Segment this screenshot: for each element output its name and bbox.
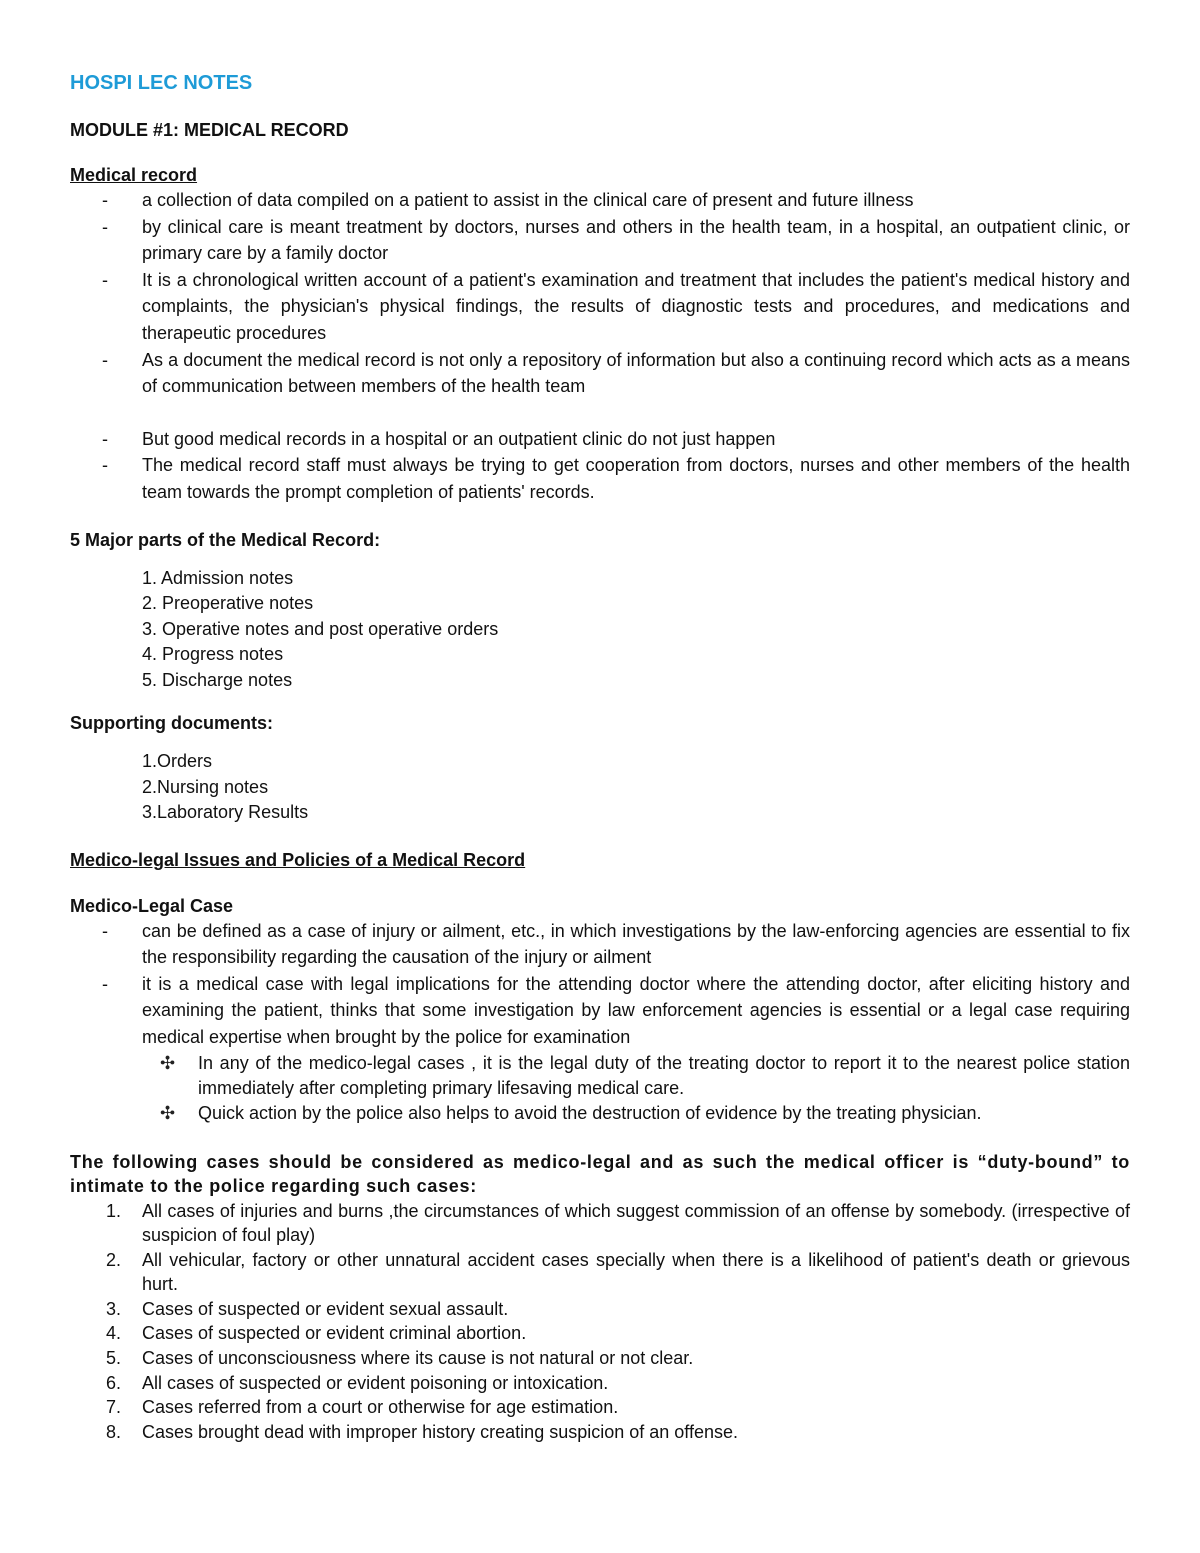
- list-item: 6. All cases of suspected or evident poisoning or intoxication.: [106, 1372, 609, 1393]
- supporting-documents-list: [70, 749, 1130, 826]
- medico-legal-case-list: [70, 918, 1130, 1051]
- list-item: 8. Cases brought dead with improper history creating suspicion of an offense.: [106, 1421, 739, 1442]
- medical-record-list: [70, 187, 1130, 400]
- list-item: - by clinical care is meant treatment by doctors, nurses and others in the health team, in a hospital, an outpatient clinic, or primary care by a family doctor: [70, 214, 1130, 267]
- list-item: 1. Admission notes: [142, 567, 294, 588]
- diamond-bullet-icon: ✣: [160, 1052, 176, 1073]
- list-item: 1.Orders: [142, 751, 213, 772]
- list-item: ✣ In any of the medico-legal cases , it is the legal duty of the treating doctor to report it to the nearest police station immediately after completing primary lifesaving medical care.: [160, 1052, 1130, 1098]
- list-item: 1. All cases of injuries and burns ,the circumstances of which suggest commission of an offense by somebody. (irrespective of suspicion of foul play): [106, 1200, 1130, 1246]
- list-item: - can be defined as a case of injury or ailment, etc., in which investigations by the law-enforcing agencies are essential to fix the responsibility regarding the causation of the injury or ailment: [70, 918, 1130, 971]
- dash-marker: -: [102, 269, 108, 290]
- major-parts-heading: 5 Major parts of the Medical Record:: [70, 529, 381, 550]
- list-item: ✣ Quick action by the police also helps to avoid the destruction of evidence by the treating physician.: [70, 1101, 1130, 1126]
- list-item: - But good medical records in a hospital or an outpatient clinic do not just happen: [70, 426, 1130, 453]
- list-item: 7. Cases referred from a court or otherwise for age estimation.: [106, 1397, 619, 1418]
- following-cases-list: [70, 1199, 1130, 1445]
- list-item: - a collection of data compiled on a patient to assist in the clinical care of present and future illness: [70, 187, 1130, 214]
- dash-marker: -: [102, 920, 108, 941]
- following-cases-intro: The following cases should be considered as medico-legal and as such the medical officer is “duty-bound” to intimate to the police regarding such cases:: [70, 1151, 1130, 1196]
- dash-marker: -: [102, 455, 108, 476]
- medical-record-heading: Medical record: [70, 165, 198, 185]
- list-item: 5. Cases of unconsciousness where its cause is not natural or not clear.: [106, 1348, 694, 1369]
- list-item: - It is a chronological written account of a patient's examination and treatment that includes the patient's medical history and complaints, the physician's physical findings, the results of diagnostic tests and procedures, and medications and therapeutic procedures: [70, 267, 1130, 347]
- list-item: 3.Laboratory Results: [142, 802, 309, 823]
- list-item: 2. Preoperative notes: [142, 593, 314, 614]
- module-title: MODULE #1: MEDICAL RECORD: [70, 120, 349, 140]
- list-item: 3. Operative notes and post operative orders: [142, 618, 499, 639]
- list-item: 4. Cases of suspected or evident criminal abortion.: [106, 1323, 527, 1344]
- medico-legal-case-heading: Medico-Legal Case: [70, 895, 234, 916]
- list-item: 2.Nursing notes: [142, 776, 269, 797]
- supporting-documents-heading: Supporting documents:: [70, 713, 273, 734]
- medico-legal-subpoints: [70, 1051, 1130, 1126]
- list-item: 4. Progress notes: [142, 644, 284, 665]
- list-item: - The medical record staff must always be trying to get cooperation from doctors, nurses and other members of the health team towards the prompt completion of patients' records.: [70, 452, 1130, 505]
- dash-marker: -: [102, 190, 108, 210]
- list-item: 3. Cases of suspected or evident sexual assault.: [106, 1298, 509, 1319]
- spacer: [70, 400, 1130, 426]
- medico-legal-issues-heading: Medico-legal Issues and Policies of a Medical Record: [70, 849, 526, 870]
- dash-marker: -: [102, 428, 108, 449]
- major-parts-list: [70, 566, 1130, 694]
- medical-record-list-2: [70, 426, 1130, 506]
- dash-marker: -: [102, 349, 108, 370]
- diamond-bullet-icon: ✣: [160, 1102, 176, 1123]
- dash-marker: -: [102, 973, 108, 994]
- dash-marker: -: [102, 216, 108, 237]
- list-item: 2. All vehicular, factory or other unnatural accident cases specially when there is a likelihood of patient's death or grievous hurt.: [106, 1249, 1130, 1295]
- list-item: - As a document the medical record is not only a repository of information but also a continuing record which acts as a means of communication between members of the health team: [70, 347, 1130, 400]
- list-item: 5. Discharge notes: [142, 669, 293, 690]
- list-item: - it is a medical case with legal implications for the attending doctor where the attending doctor, after eliciting history and examining the patient, thinks that some investigation by law enforcement agencies is essential or a legal case requiring medical expertise when brought by the police for examination: [70, 971, 1130, 1051]
- document-title: HOSPI LEC NOTES: [70, 72, 253, 94]
